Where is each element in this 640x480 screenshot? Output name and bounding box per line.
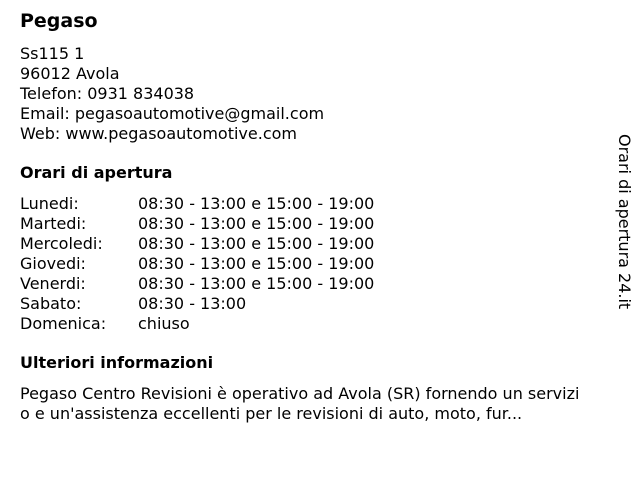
address-line-2: 96012 Avola [20,64,120,83]
day-label: Domenica: [20,314,107,333]
brand-watermark: Orari di apertura 24.it [615,134,634,310]
time-value: 08:30 - 13:00 e 15:00 - 19:00 [138,234,375,253]
phone-line: Telefon: 0931 834038 [20,84,195,103]
time-value: 08:30 - 13:00 e 15:00 - 19:00 [138,274,375,293]
day-label: Lunedi: [20,194,79,213]
hours-row-mercoledi [20,234,374,254]
email-line: Email: pegasoautomotive@gmail.com [20,104,325,123]
time-value: 08:30 - 13:00 e 15:00 - 19:00 [138,214,375,233]
day-label: Giovedi: [20,254,86,273]
hours-row-sabato [20,294,374,314]
hours-row-giovedi [20,254,374,274]
more-info-title: Ulteriori informazioni [20,353,214,372]
opening-hours-table [20,194,374,334]
hours-row-venerdi [20,274,374,294]
business-name: Pegaso [20,10,98,32]
contact-block [20,44,324,144]
day-label: Mercoledi: [20,234,103,253]
time-value: 08:30 - 13:00 [138,294,247,313]
time-value: chiuso [138,314,190,333]
web-line: Web: www.pegasoautomotive.com [20,124,297,143]
hours-row-domenica [20,314,374,334]
day-label: Sabato: [20,294,82,313]
address-line-1: Ss115 1 [20,44,85,63]
time-value: 08:30 - 13:00 e 15:00 - 19:00 [138,194,375,213]
time-value: 08:30 - 13:00 e 15:00 - 19:00 [138,254,375,273]
hours-row-martedi [20,214,374,234]
opening-hours-title: Orari di apertura [20,163,173,182]
more-info-text: Pegaso Centro Revisioni è operativo ad Avola (SR) fornendo un servizio e un'assistenza eccellenti per le revisioni di auto, moto, fur... [20,384,580,423]
day-label: Martedi: [20,214,87,233]
hours-row-lunedi [20,194,374,214]
day-label: Venerdi: [20,274,86,293]
